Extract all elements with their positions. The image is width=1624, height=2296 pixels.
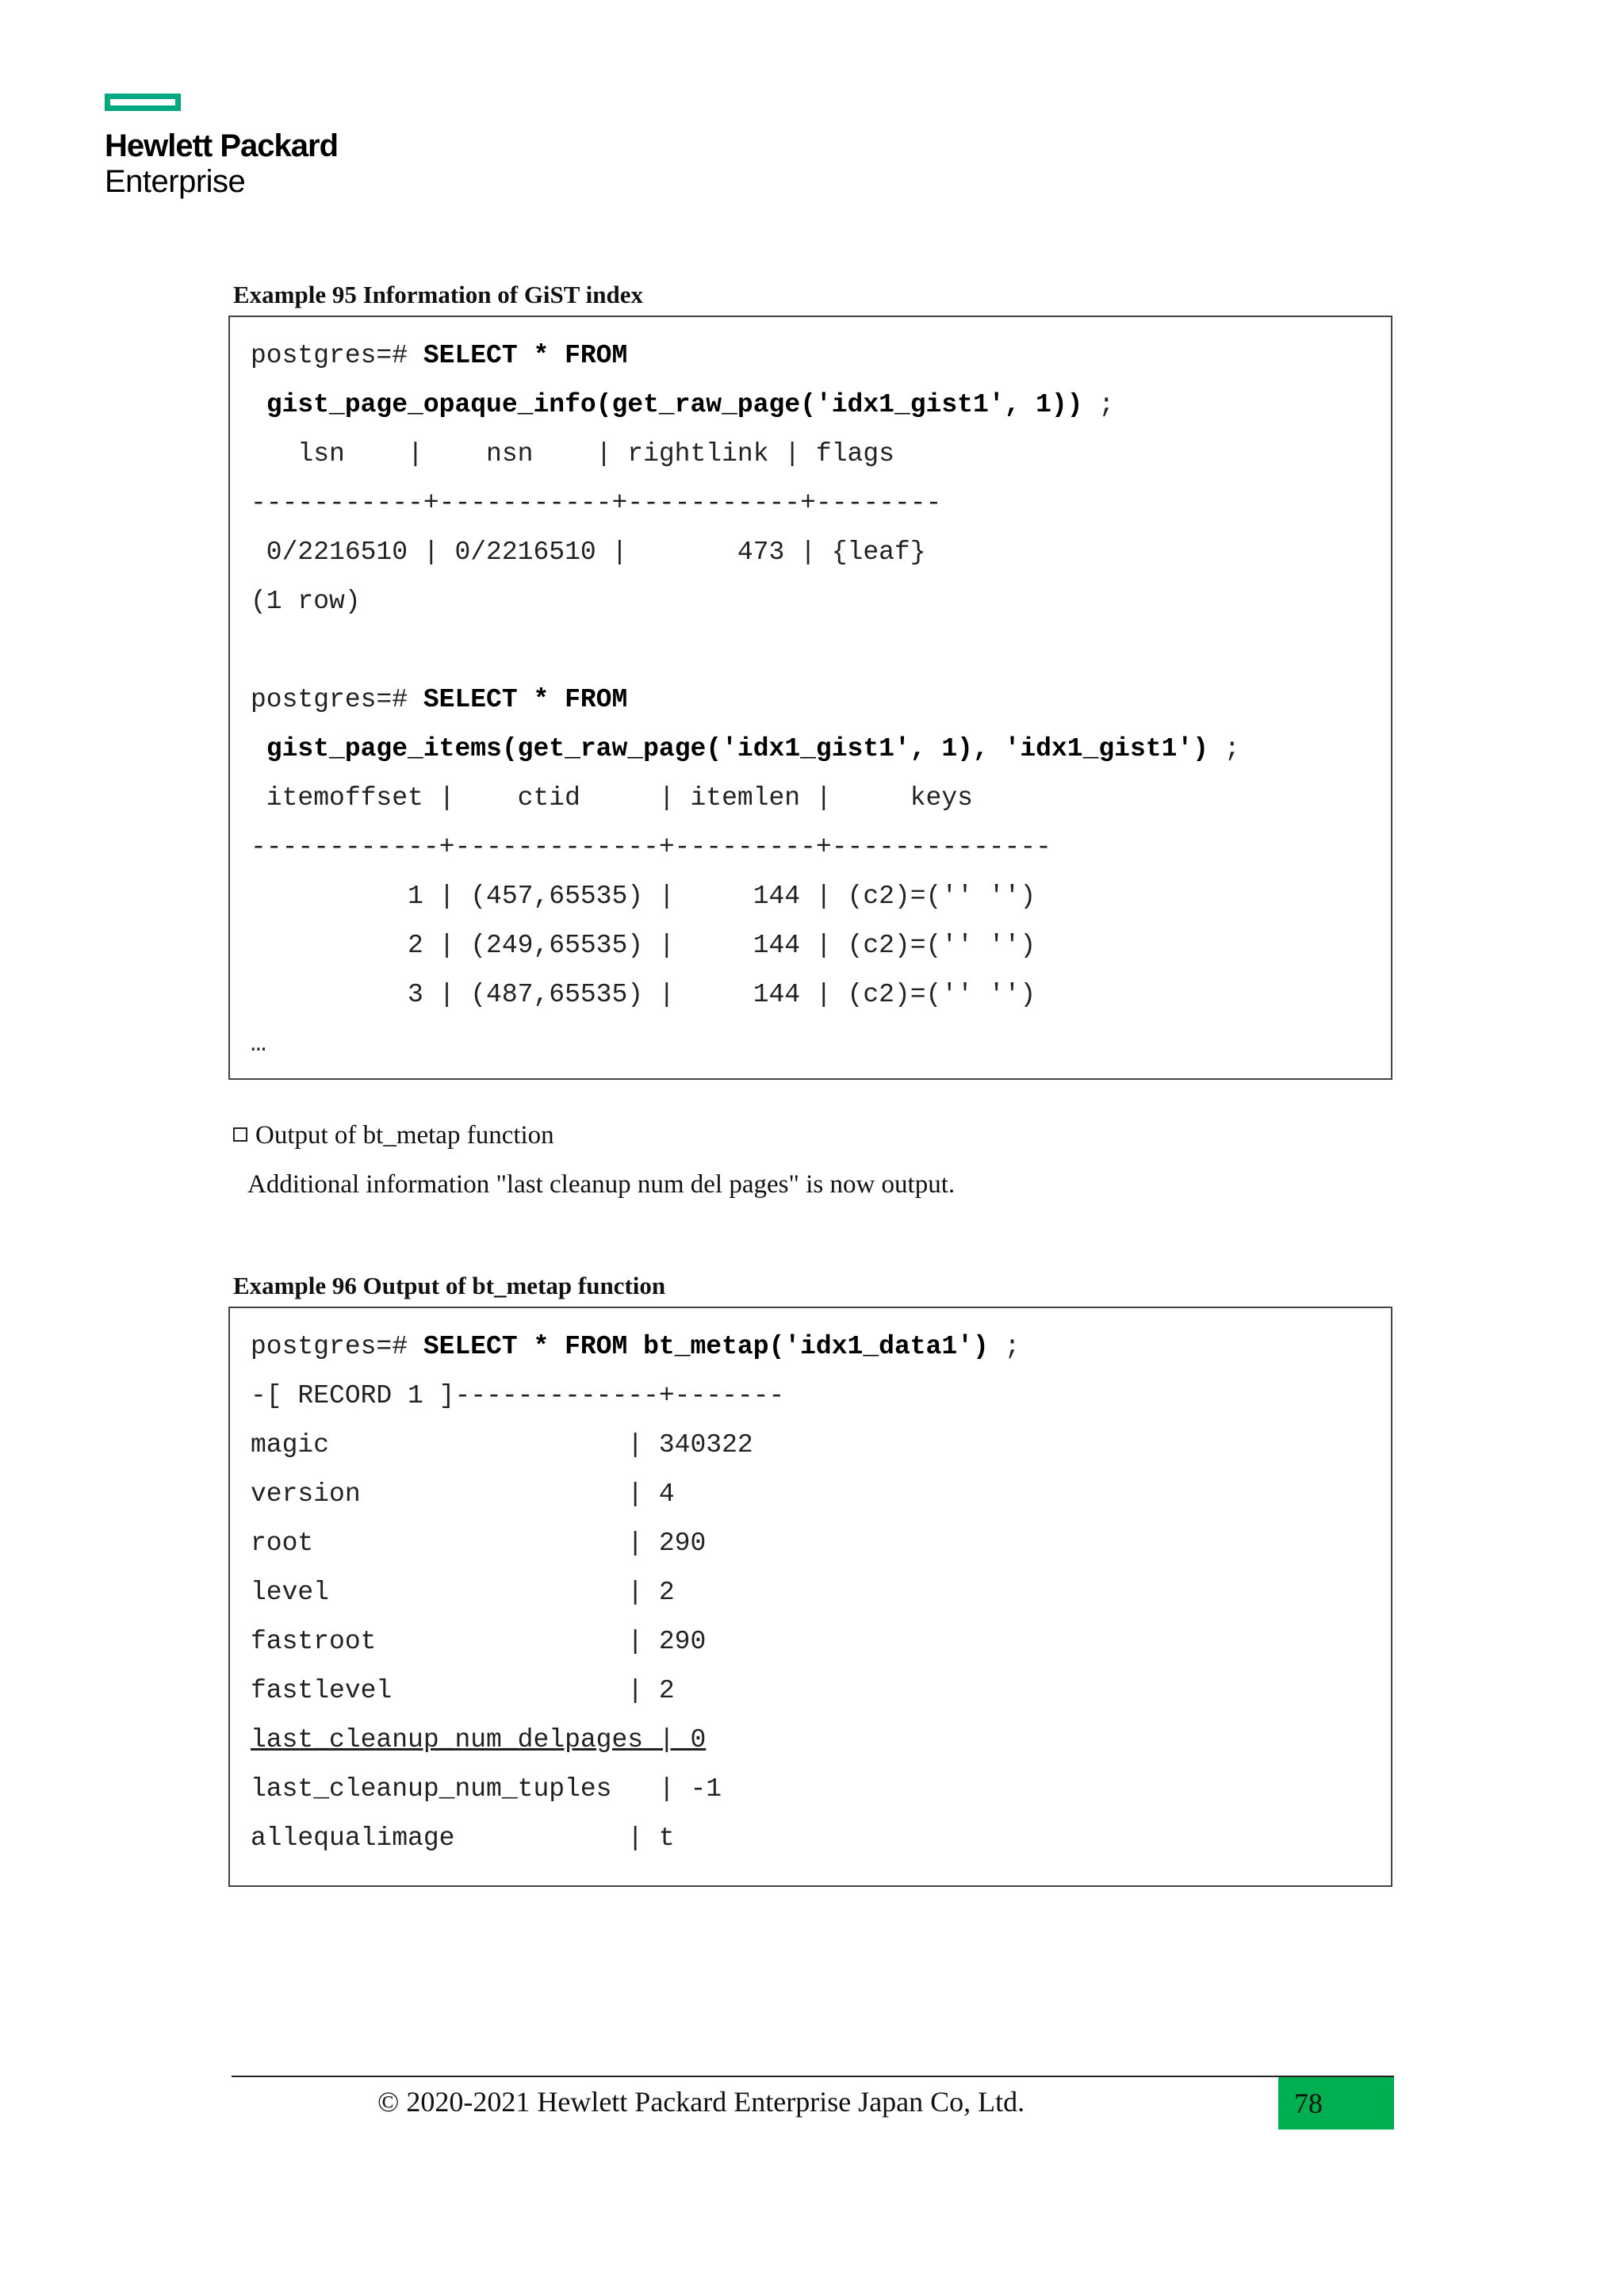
logo-line2: Enterprise: [105, 164, 246, 199]
logo-mark-icon: [105, 94, 181, 111]
footer-divider: [232, 2076, 1394, 2077]
code-pre: 1 | (457,65535) | 144 | (c2)=('' ''): [251, 882, 1036, 911]
code-pre: fastlevel | 2: [251, 1676, 675, 1705]
code-pre: last_cleanup_num_delpages | 0: [251, 1725, 707, 1755]
code-pre: postgres=#: [251, 1332, 423, 1361]
code-pre: 3 | (487,65535) | 144 | (c2)=('' ''): [251, 980, 1036, 1009]
code-post: ;: [1208, 734, 1240, 763]
code-line: [251, 1617, 1370, 1667]
code-line: [251, 479, 1370, 528]
code-pre: allequalimage | t: [251, 1823, 675, 1853]
bullet-paragraph: Additional information "last cleanup num del pages" is now output.: [247, 1170, 956, 1199]
code-pre: …: [251, 1029, 266, 1058]
code-post: ;: [988, 1332, 1021, 1361]
code-kw: gist_page_opaque_info(get_raw_page('idx1_gist1', 1)): [266, 390, 1083, 419]
code-pre: [251, 390, 266, 419]
code-line: [251, 430, 1370, 479]
code-kw: gist_page_items(get_raw_page('idx1_gist1', 1), 'idx1_gist1'): [266, 734, 1209, 763]
code-pre: root | 290: [251, 1529, 707, 1558]
example95-caption: Example 95 Information of GiST index: [233, 281, 644, 308]
code-line: [251, 1814, 1370, 1863]
code-line: [251, 626, 1370, 675]
code-line: [251, 1372, 1370, 1421]
code-line: [251, 1667, 1370, 1716]
page-number: 78: [1278, 2077, 1394, 2130]
square-bullet-icon: [233, 1127, 247, 1142]
logo-line1: Hewlett Packard: [105, 128, 339, 163]
code-line: [251, 970, 1370, 1020]
code-pre: itemoffset | ctid | itemlen | keys: [251, 783, 973, 813]
code-pre: (1 row): [251, 587, 361, 616]
code-pre: [251, 734, 266, 763]
code-pre: 2 | (249,65535) | 144 | (c2)=('' ''): [251, 931, 1036, 960]
code-pre: level | 2: [251, 1578, 675, 1607]
code-kw: SELECT * FROM bt_metap('idx1_data1'): [423, 1332, 989, 1361]
code-line: [251, 921, 1370, 970]
code-line: [251, 823, 1370, 872]
code-line: [251, 1519, 1370, 1568]
code-pre: postgres=#: [251, 341, 423, 370]
bullet-heading-text: Output of bt_metap function: [255, 1121, 554, 1150]
code-kw: SELECT * FROM: [423, 341, 628, 370]
code-line: [251, 725, 1370, 774]
code-pre: last_cleanup_num_tuples | -1: [251, 1774, 722, 1804]
code-pre: 0/2216510 | 0/2216510 | 473 | {leaf}: [251, 538, 926, 567]
example95-code-block: [228, 316, 1392, 1080]
code-line: [251, 381, 1370, 430]
footer-copyright: © 2020-2021 Hewlett Packard Enterprise Japan Co, Ltd.: [377, 2086, 1025, 2118]
code-line: [251, 1322, 1370, 1372]
code-line: [251, 1421, 1370, 1470]
code-pre: fastroot | 290: [251, 1627, 707, 1656]
code-line: [251, 1568, 1370, 1617]
code-pre: magic | 340322: [251, 1430, 753, 1460]
code-pre: version | 4: [251, 1479, 675, 1509]
code-line: [251, 872, 1370, 921]
code-line: [251, 1765, 1370, 1814]
code-line: [251, 675, 1370, 725]
code-line: [251, 1020, 1370, 1069]
code-line: [251, 577, 1370, 626]
code-pre: postgres=#: [251, 685, 423, 714]
code-post: ;: [1082, 390, 1115, 419]
code-line: [251, 331, 1370, 381]
code-pre: -[ RECORD 1 ]-------------+-------: [251, 1381, 785, 1410]
code-line: [251, 1470, 1370, 1519]
example96-code-block: [228, 1307, 1392, 1887]
hpe-logo: [105, 94, 338, 200]
code-kw: SELECT * FROM: [423, 685, 628, 714]
bullet-heading: [233, 1121, 554, 1150]
code-pre: -----------+-----------+-----------+--------: [251, 488, 942, 518]
code-line: [251, 1716, 1370, 1765]
example96-caption: Example 96 Output of bt_metap function: [233, 1272, 666, 1299]
code-line: [251, 528, 1370, 577]
code-pre: ------------+-------------+---------+--------------: [251, 832, 1051, 862]
code-pre: lsn | nsn | rightlink | flags: [251, 439, 894, 469]
code-line: [251, 774, 1370, 823]
